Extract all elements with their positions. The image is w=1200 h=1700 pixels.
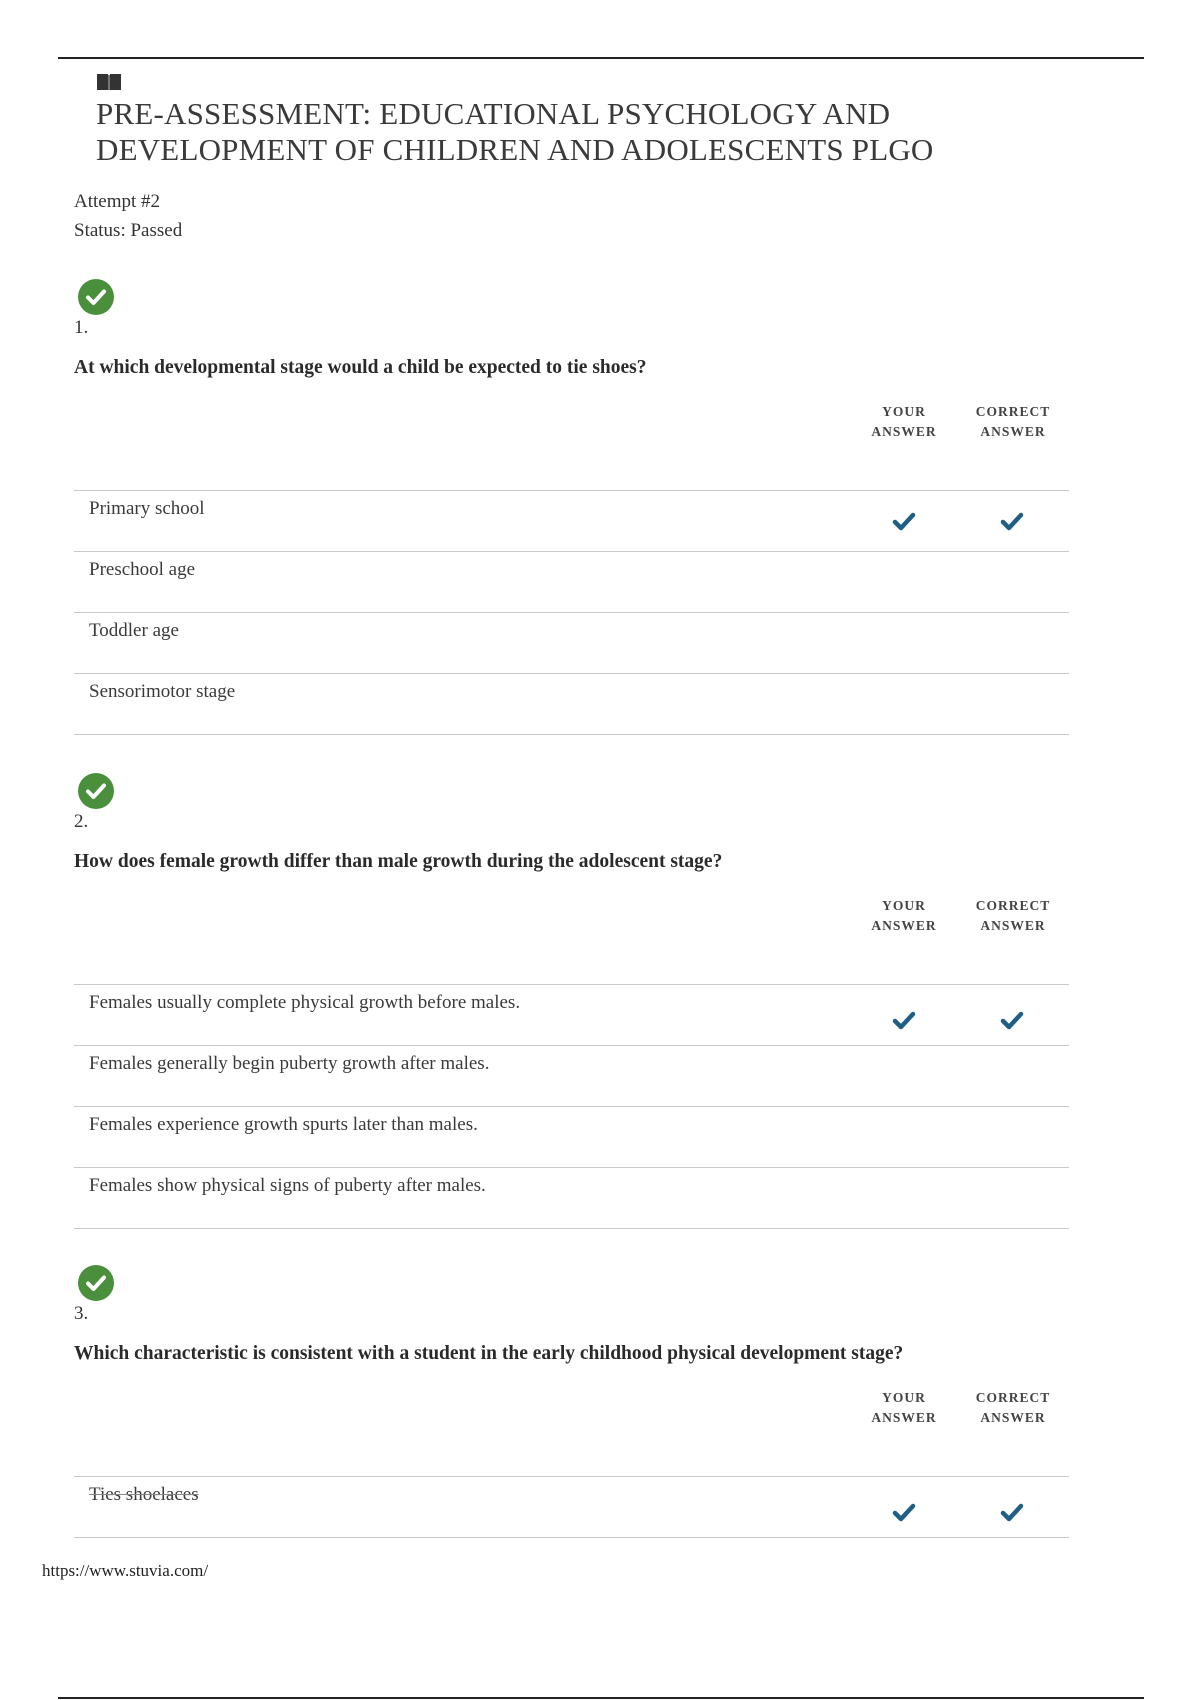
answer-option	[74, 1168, 1069, 1229]
question-number: 1.	[74, 317, 89, 338]
question-text: Which characteristic is consistent with a student in the early childhood physical development stage?	[74, 1343, 904, 1364]
page-title-line-2: DEVELOPMENT OF CHILDREN AND ADOLESCENTS PLGO	[96, 132, 934, 167]
your-answer-header: YOUR ANSWER	[871, 898, 937, 933]
bottom-rule	[58, 1697, 1144, 1699]
checkmark-icon	[999, 510, 1025, 534]
checkmark-icon	[999, 1501, 1025, 1525]
option-text: Females usually complete physical growth before males.	[89, 992, 521, 1013]
question-text: How does female growth differ than male growth during the adolescent stage?	[74, 851, 723, 872]
answer-options	[74, 490, 1069, 735]
answer-option	[74, 613, 1069, 674]
option-text: Primary school	[89, 498, 205, 519]
page-title-line-1: PRE-ASSESSMENT: EDUCATIONAL PSYCHOLOGY AND	[96, 96, 891, 131]
page-header	[96, 72, 1156, 168]
answer-option	[74, 1477, 1069, 1538]
checkmark-icon	[891, 510, 917, 534]
check-circle-icon	[77, 1264, 115, 1302]
question-number: 2.	[74, 811, 89, 832]
answer-option	[74, 1107, 1069, 1168]
answer-option	[74, 1046, 1069, 1107]
check-circle-icon	[77, 278, 115, 316]
top-rule	[58, 57, 1144, 59]
attempt-meta	[74, 187, 182, 245]
attempt-number: Attempt #2	[74, 191, 161, 212]
check-circle-icon	[77, 772, 115, 810]
correct-answer-header: CORRECT ANSWER	[975, 898, 1051, 933]
option-text: Ties shoelaces	[89, 1484, 199, 1505]
option-text: Sensorimotor stage	[89, 681, 236, 702]
answer-option	[74, 674, 1069, 735]
option-text: Females experience growth spurts later than males.	[89, 1114, 478, 1135]
question-number: 3.	[74, 1303, 89, 1324]
answer-option	[74, 985, 1069, 1046]
footer-url-link[interactable]: https://www.stuvia.com/	[42, 1561, 209, 1580]
answer-option	[74, 491, 1069, 552]
checkmark-icon	[891, 1009, 917, 1033]
checkmark-icon	[891, 1501, 917, 1525]
your-answer-header: YOUR ANSWER	[871, 1390, 937, 1425]
question-text: At which developmental stage would a child be expected to tie shoes?	[74, 357, 647, 378]
answer-option	[74, 552, 1069, 613]
correct-answer-header: CORRECT ANSWER	[975, 1390, 1051, 1425]
option-text: Toddler age	[89, 620, 179, 641]
your-answer-header: YOUR ANSWER	[871, 404, 937, 439]
page-title	[96, 96, 1156, 168]
checkmark-icon	[999, 1009, 1025, 1033]
attempt-status: Status: Passed	[74, 220, 183, 241]
option-text: Females generally begin puberty growth after males.	[89, 1053, 490, 1074]
correct-answer-header: CORRECT ANSWER	[975, 404, 1051, 439]
answer-options	[74, 1476, 1069, 1538]
option-text: Preschool age	[89, 559, 196, 580]
option-text: Females show physical signs of puberty after males.	[89, 1175, 486, 1196]
book-icon	[96, 72, 122, 92]
answer-options	[74, 984, 1069, 1229]
